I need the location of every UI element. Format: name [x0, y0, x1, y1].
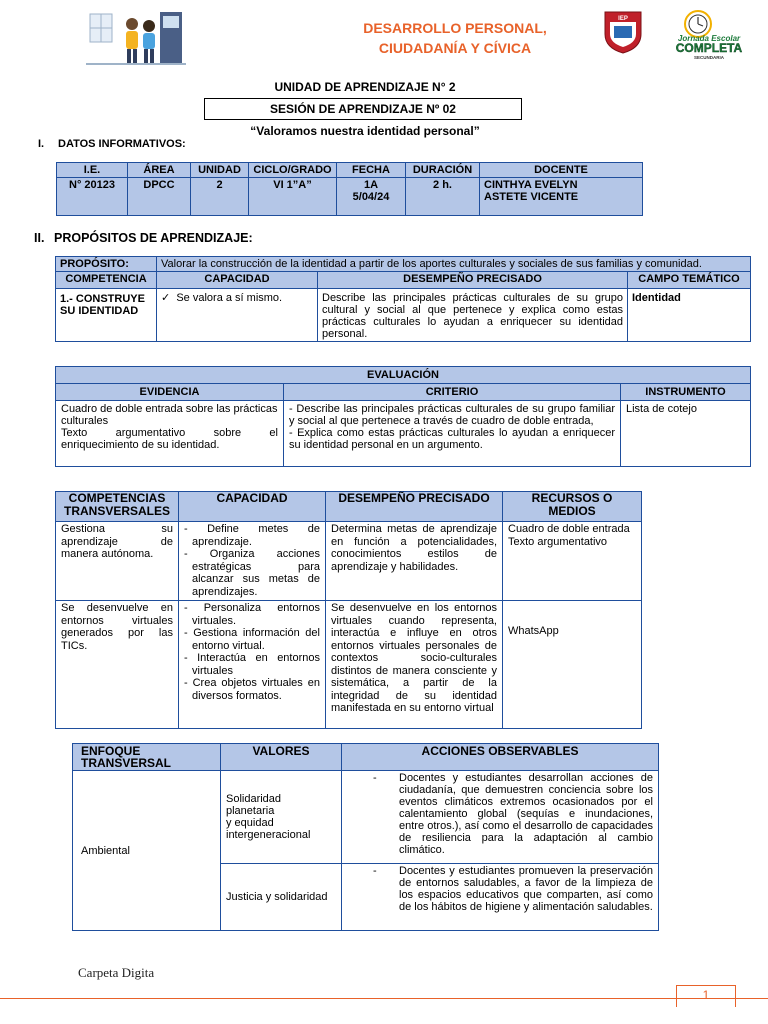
- seal-text: IEP: [618, 16, 628, 22]
- valor-line: y equidad: [226, 817, 274, 829]
- header-capacidad: CAPACIDAD: [179, 492, 326, 522]
- unidad-value: 2: [191, 178, 249, 216]
- duracion-value: 2 h.: [406, 178, 480, 216]
- section-datos-heading: [38, 138, 186, 150]
- capacidad-list: [184, 523, 320, 598]
- desempeno-cell: Determina metas de aprendizaje en función a potencialidades, conocimientos estilos de aprendizaje y habilidades.: [326, 522, 503, 601]
- list-item: - Interactúa en entornos virtuales: [184, 652, 320, 677]
- list-item: - Crea objetos virtuales en diversos formatos.: [184, 677, 320, 702]
- propositos-table: [55, 256, 751, 342]
- sesion-heading: SESIÓN DE APRENDIZAJE Nº 02: [204, 98, 522, 120]
- header-recursos: RECURSOS O MEDIOS: [503, 492, 642, 522]
- logo-line1: Jornada Escolar: [677, 34, 741, 43]
- criterio-cell: [284, 401, 621, 467]
- transversales-row: [56, 601, 642, 729]
- datos-header-cell: ÁREA: [128, 163, 191, 178]
- fecha-line2: 5/04/24: [352, 191, 390, 203]
- docente-line2: ASTETE VICENTE: [484, 191, 579, 203]
- proposito-text: Valorar la construcción de la identidad a partir de los aportes culturales y sociales de sus familias y comunidad.: [157, 257, 751, 272]
- docente-line1: CINTHYA EVELYN: [484, 179, 578, 191]
- evaluacion-title-row: [56, 367, 751, 384]
- ie-value: N° 20123: [57, 178, 128, 216]
- propositos-header-row: [56, 272, 751, 289]
- criterio-1: - Describe las principales prácticas culturales de su grupo familiar y social al que pertenece a través de cuadro de doble entrada,: [289, 403, 615, 427]
- datos-value-row: [57, 178, 643, 216]
- accion-text: Docentes y estudiantes promueven la preservación de entornos saludables, a favor de la limpieza de los espacios educativos que comparten, así como de los hábitos de higiene y alimentación saludables.: [399, 865, 653, 913]
- students-illustration: [86, 10, 186, 66]
- accion-cell: [342, 864, 659, 931]
- accion-item: [347, 772, 653, 856]
- datos-header-cell: CICLO/GRADO: [249, 163, 337, 178]
- area-title-line1: DESARROLLO PERSONAL,: [363, 20, 547, 36]
- capacidad-cell: [157, 289, 318, 342]
- datos-header-cell: UNIDAD: [191, 163, 249, 178]
- footer-text: Carpeta Digita: [78, 965, 155, 980]
- school-seal: [601, 10, 645, 54]
- transversales-header-row: [56, 492, 642, 522]
- recursos-cell: WhatsApp: [503, 601, 642, 729]
- list-item: - Organiza acciones estratégicas para alcanzar sus metas de aprendizajes.: [184, 548, 320, 598]
- checkmark-icon: ✓: [161, 292, 171, 304]
- competencia-cell: Gestiona su aprendizaje de manera autónoma.: [56, 522, 179, 601]
- dash-marker: -: [373, 772, 377, 784]
- desempeno-cell: Describe las principales prácticas culturales de su grupo cultural y social al que pertenece y explica como estas prácticas culturales lo ayudan a enriquecer su identidad personal.: [318, 289, 628, 342]
- datos-table: [56, 162, 643, 216]
- capacidad-text: Se valora a sí mismo.: [176, 292, 283, 304]
- proposito-label: PROPÓSITO:: [56, 257, 157, 272]
- header-desempeno: DESEMPEÑO PRECISADO: [318, 272, 628, 289]
- proposito-row: [56, 257, 751, 272]
- datos-header-row: [57, 163, 643, 178]
- fecha-line1: 1A: [363, 179, 379, 191]
- list-item: - Define metes de aprendizaje.: [184, 523, 320, 548]
- logo-line3: SECUNDARIA: [693, 55, 725, 60]
- recurso-item: Cuadro de doble entrada: [508, 523, 630, 535]
- evaluacion-table: [55, 366, 751, 467]
- instrumento-cell: Lista de cotejo: [621, 401, 751, 467]
- header-campo: CAMPO TEMÁTICO: [628, 272, 751, 289]
- recursos-cell: [503, 522, 642, 601]
- section-title: PROPÓSITOS DE APRENDIZAJE:: [54, 231, 253, 245]
- evidencia-1: Cuadro de doble entrada sobre las prácticas culturales: [61, 403, 278, 427]
- header-capacidad: CAPACIDAD: [157, 272, 318, 289]
- valor-line: intergeneracional: [226, 829, 311, 841]
- valor-cell: [221, 771, 342, 864]
- evidencia-cell: [56, 401, 284, 467]
- accion-text: Docentes y estudiantes desarrollan acciones de ciudadanía, que demuestren conciencia sobre los eventos climáticos extremos ocasionados por el calentamiento global (sequías e inundaciones, entre otros.), así como el desarrollo de capacidades de resiliencia para la adaptación al cambio climático.: [399, 772, 653, 856]
- datos-header-cell: DURACIÓN: [406, 163, 480, 178]
- footer-divider: [0, 998, 768, 999]
- ciclo-value: VI 1”A”: [249, 178, 337, 216]
- area-value: DPCC: [128, 178, 191, 216]
- docente-value: [480, 178, 643, 216]
- header-enfoque: ENFOQUE TRANSVERSAL: [73, 744, 221, 771]
- header-criterio: CRITERIO: [284, 384, 621, 401]
- header-valores: VALORES: [221, 744, 342, 771]
- header-competencias-transversales: COMPETENCIAS TRANSVERSALES: [56, 492, 179, 522]
- dash-marker: -: [373, 865, 377, 877]
- capacidad-list: [184, 602, 320, 702]
- fecha-value: [337, 178, 406, 216]
- competencia-cell: 1.- CONSTRUYE SU IDENTIDAD: [56, 289, 157, 342]
- accion-cell: [342, 771, 659, 864]
- enfoque-header-row: [73, 744, 659, 771]
- valor-line: Solidaridad: [226, 793, 282, 805]
- header-competencia: COMPETENCIA: [56, 272, 157, 289]
- list-item: - Personaliza entornos virtuales.: [184, 602, 320, 627]
- section-propositos-heading: [34, 231, 253, 245]
- area-title: [330, 18, 580, 58]
- propositos-body-row: [56, 289, 751, 342]
- unidad-heading: UNIDAD DE APRENDIZAJE N° 2: [274, 80, 456, 94]
- header-evidencia: EVIDENCIA: [56, 384, 284, 401]
- evaluacion-header-row: [56, 384, 751, 401]
- evidencia-2: Texto argumentativo sobre el enriquecimiento de su identidad.: [61, 427, 278, 451]
- evaluacion-body-row: [56, 401, 751, 467]
- section-number: II.: [34, 231, 45, 245]
- section-number: I.: [38, 138, 45, 150]
- recurso-item: Texto argumentativo: [508, 535, 608, 548]
- page-number: 1: [676, 985, 736, 1007]
- logo-line2: COMPLETA: [675, 41, 743, 55]
- datos-header-cell: I.E.: [57, 163, 128, 178]
- enfoque-row: [73, 771, 659, 864]
- datos-header-cell: DOCENTE: [480, 163, 643, 178]
- header-desempeno: DESEMPEÑO PRECISADO: [326, 492, 503, 522]
- header-instrumento: INSTRUMENTO: [621, 384, 751, 401]
- valor-line: planetaria: [226, 805, 275, 817]
- header-acciones: ACCIONES OBSERVABLES: [342, 744, 659, 771]
- list-item: - Gestiona información del entorno virtual.: [184, 627, 320, 652]
- enfoque-table: [72, 743, 659, 931]
- campo-cell: Identidad: [628, 289, 751, 342]
- datos-header-cell: FECHA: [337, 163, 406, 178]
- accion-item: [347, 865, 653, 913]
- criterio-2: - Explica como estas prácticas culturales lo ayudan a enriquecer su identidad personal en un argumento.: [289, 427, 615, 451]
- transversales-table: [55, 491, 642, 729]
- valor-line: Justicia y solidaridad: [226, 891, 328, 903]
- capacidad-cell: [179, 601, 326, 729]
- evaluacion-title: EVALUACIÓN: [56, 367, 751, 384]
- transversales-row: [56, 522, 642, 601]
- enfoque-cell: Ambiental: [73, 771, 221, 931]
- competencia-cell: Se desenvuelve en entornos virtuales generados por las TICs.: [56, 601, 179, 729]
- area-title-line2: CIUDADANÍA Y CÍVICA: [378, 40, 532, 56]
- capacidad-cell: [179, 522, 326, 601]
- jornada-escolar-logo: [660, 8, 758, 60]
- desempeno-cell: Se desenvuelve en los entornos virtuales cuando representa, interactúa e influye en otros entornos virtuales personales de contextos socio-culturales distintos de manera consciente y sistemática, a partir de la integridad de su identidad manifestada en su entorno virtual: [326, 601, 503, 729]
- valor-cell: [221, 864, 342, 931]
- session-subtitle: “Valoramos nuestra identidad personal”: [250, 124, 480, 138]
- section-title: DATOS INFORMATIVOS:: [58, 138, 186, 150]
